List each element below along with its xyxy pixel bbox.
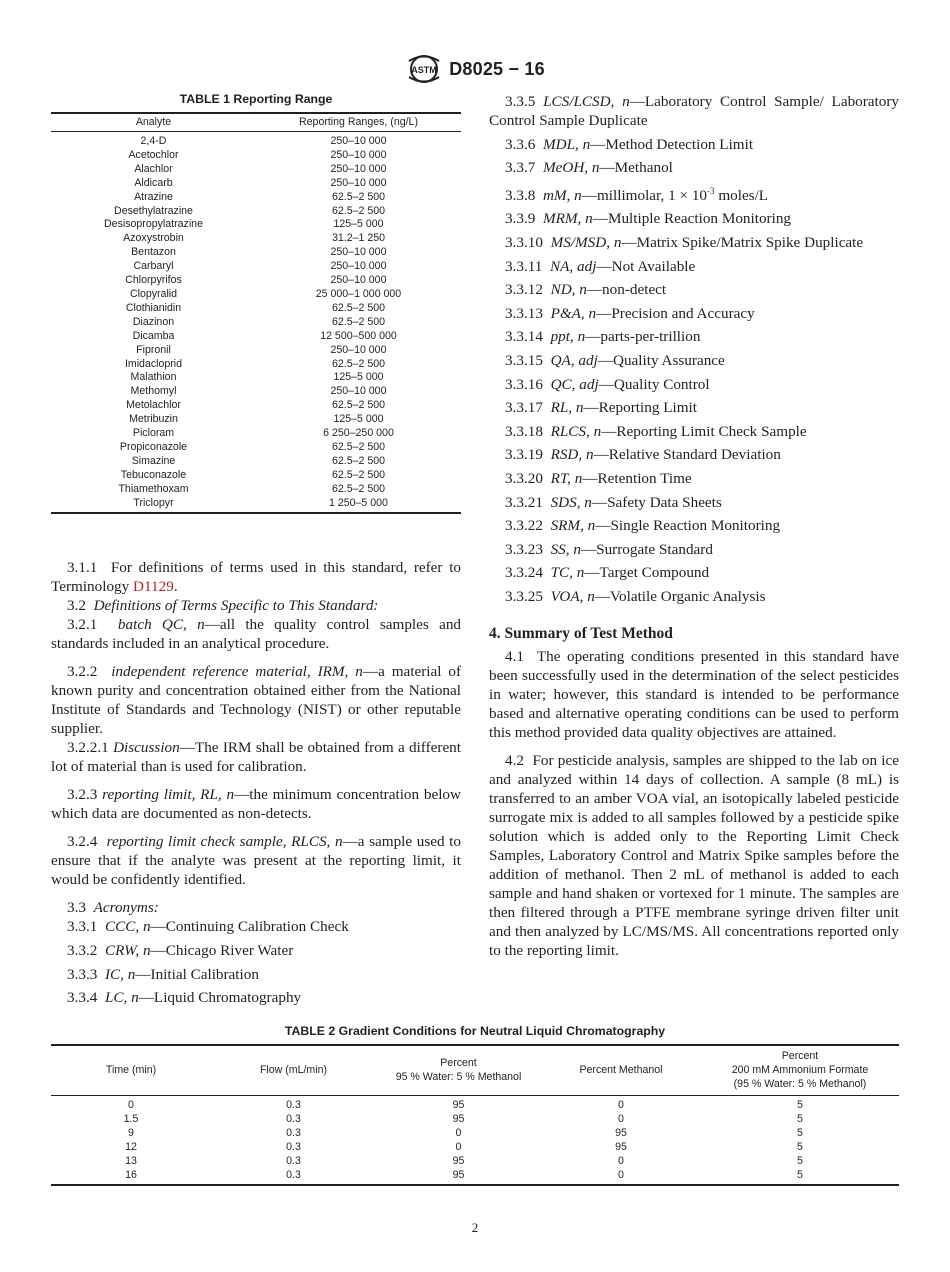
acronym-item: 3.3.23 SS, n—Surrogate Standard xyxy=(505,540,713,558)
table1-row xyxy=(51,205,461,219)
table2-cell: 95 xyxy=(452,1099,465,1111)
para-3-1-1: 3.1.1 For definitions of terms used in this standard, refer to Terminology D1129. xyxy=(51,559,462,596)
table1-row xyxy=(51,302,461,316)
table1-reporting-range xyxy=(51,112,461,514)
analyte-cell: Bentazon xyxy=(131,246,176,259)
analyte-cell: Diazinon xyxy=(132,315,175,328)
range-cell: 62.5–2 500 xyxy=(331,468,386,481)
acronym-item: 3.3.4 LC, n—Liquid Chromatography xyxy=(67,989,302,1007)
analyte-cell: Simazine xyxy=(131,454,176,467)
table1-row xyxy=(51,427,461,441)
acronym-item: 3.3.6 MDL, n—Method Detection Limit xyxy=(505,135,754,153)
range-cell: 62.5–2 500 xyxy=(331,190,386,203)
table2-title: TABLE 2 Gradient Conditions for Neutral Liquid Chromatography xyxy=(284,1024,666,1038)
table1-row xyxy=(51,149,461,163)
acronym-item: 3.3.8 mM, n—millimolar, $1 \times 10^{-3}$ moles/L xyxy=(505,185,769,204)
acronym-item: 3.3.1 CCC, n—Continuing Calibration Check xyxy=(67,918,349,936)
table2-cell: 5 xyxy=(797,1127,803,1139)
table1-row xyxy=(51,441,461,455)
table2-header-row xyxy=(51,1045,899,1096)
table1-header-analyte: Analyte xyxy=(51,113,256,132)
range-cell: 62.5–2 500 xyxy=(331,301,386,314)
acronym-item: 3.3.22 SRM, n—Single Reaction Monitoring xyxy=(505,517,781,535)
analyte-cell: 2,4-D xyxy=(140,135,167,147)
acronym-list-left xyxy=(51,917,461,1007)
range-cell: 62.5–2 500 xyxy=(331,204,386,217)
range-cell: 62.5–2 500 xyxy=(331,315,386,328)
range-cell: 62.5–2 500 xyxy=(331,357,386,370)
table1-row xyxy=(51,385,461,399)
table2-cell: 0 xyxy=(618,1169,624,1181)
document-id: D8025 − 16 xyxy=(449,58,545,79)
table1-row xyxy=(51,246,461,260)
table2-header-cell: Flow (mL/min) xyxy=(211,1045,376,1096)
table2-cell: 16 xyxy=(125,1169,137,1181)
acronym-3-3-5: 3.3.5 LCS/LCSD, n—Laboratory Control Sample/ Laboratory Control Sample Duplicate xyxy=(489,93,900,129)
analyte-cell: Acetochlor xyxy=(128,148,179,161)
section-4-heading: 4. Summary of Test Method xyxy=(489,624,673,642)
analyte-cell: Azoxystrobin xyxy=(123,232,184,245)
table2-header-cell: Time (min) xyxy=(51,1045,211,1096)
acronym-item: 3.3.15 QA, adj—Quality Assurance xyxy=(505,352,725,369)
range-cell: 250–10 000 xyxy=(330,148,387,161)
table1-row xyxy=(51,358,461,372)
table1-title: TABLE 1 Reporting Range xyxy=(179,92,333,106)
table2-cell: 0 xyxy=(128,1099,134,1111)
acronym-item: 3.3.11 NA, adj—Not Available xyxy=(505,257,696,275)
analyte-cell: Malathion xyxy=(130,371,177,384)
range-cell: 250–10 000 xyxy=(330,343,387,356)
table2-cell: 95 xyxy=(615,1141,627,1153)
table1-row xyxy=(51,260,461,274)
acronym-item: 3.3.2 CRW, n—Chicago River Water xyxy=(67,942,294,960)
table2-cell: 0 xyxy=(618,1155,624,1167)
acronym-item: 3.3.19 RSD, n—Relative Standard Deviation xyxy=(505,446,781,464)
analyte-cell: Thiamethoxam xyxy=(118,482,189,495)
table2-cell: 0 xyxy=(455,1141,462,1153)
analyte-cell: Carbaryl xyxy=(133,260,174,273)
acronym-item: 3.3.9 MRM, n—Multiple Reaction Monitoring xyxy=(505,210,792,228)
analyte-cell: Dicamba xyxy=(132,329,175,342)
table2-cell: 5 xyxy=(797,1099,803,1111)
acronym-item: 3.3.12 ND, n—non-detect xyxy=(505,281,667,299)
table2-cell: 0.3 xyxy=(286,1127,301,1139)
table2-cell: 95 xyxy=(452,1113,465,1125)
para-4-2: 4.2 For pesticide analysis, samples are shipped to the lab on ice and analyzed within 14 days of collection. A sample (8 mL) is transferred to an amber VOA vial, an isotopically labeled pesticide surrogate mix is added to all samples followed by a pesticide spike solution which is added only to the Reporting Limit Check Samples, Laboratory Control and Matrix Spike samples before the addition of methanol. Then 2 mL of methanol is added to each sample and hand shaken or vortexed for 1 minute. The samples are then filtered through a PTFE membrane syringe driven filter unit and then analyzed by LC/MS/MS. All concentrations reported only to the reporting limit. xyxy=(489,751,899,959)
table2-row xyxy=(51,1096,899,1113)
table1-row xyxy=(51,413,461,427)
table2-cell: 95 xyxy=(452,1155,465,1167)
table2-cell: 95 xyxy=(452,1169,465,1181)
table2-header-cell: Percent 95 % Water: 5 % Methanol xyxy=(376,1045,541,1096)
table2-row xyxy=(51,1140,899,1154)
analyte-cell: Imidacloprid xyxy=(124,357,183,370)
table1-row xyxy=(51,177,461,191)
range-cell: 62.5–2 500 xyxy=(331,482,386,495)
acronym-item: 3.3.17 RL, n—Reporting Limit xyxy=(505,399,697,417)
left-column xyxy=(51,92,461,1012)
table2-cell: 5 xyxy=(797,1169,803,1181)
para-3-3: 3.3 Acronyms: xyxy=(67,899,159,917)
table2-cell: 0 xyxy=(455,1127,462,1139)
table1-row xyxy=(51,274,461,288)
table2-row xyxy=(51,1126,899,1140)
range-cell: 62.5–2 500 xyxy=(331,454,386,467)
range-cell: 25 000–1 000 000 xyxy=(315,287,402,300)
table1-row xyxy=(51,344,461,358)
acronym-item: 3.3.20 RT, n—Retention Time xyxy=(505,469,692,487)
table1-row xyxy=(51,455,461,469)
range-cell: 250–10 000 xyxy=(330,176,387,189)
para-3-2-4: 3.2.4 reporting limit check sample, RLCS, n—a sample used to ensure that if the analyte was present at the reporting limit, it would be confidently identified. xyxy=(51,833,461,889)
table2-cell: 13 xyxy=(125,1155,137,1167)
acronym-item: 3.3.21 SDS, n—Safety Data Sheets xyxy=(505,493,722,511)
range-cell: 250–10 000 xyxy=(330,274,387,287)
range-cell: 125–5 000 xyxy=(333,218,384,231)
range-cell: 250–10 000 xyxy=(330,260,387,273)
analyte-cell: Chlorpyrifos xyxy=(125,274,182,287)
para-3-2-2-1: 3.2.2.1 Discussion—The IRM shall be obtained from a different lot of material than is used for calibration. xyxy=(51,739,461,776)
link-d1129[interactable]: D1129 xyxy=(133,578,174,596)
analyte-cell: Aldicarb xyxy=(134,176,173,189)
table2-row xyxy=(51,1112,899,1126)
table1-row xyxy=(51,232,461,246)
table2-cell: 0.3 xyxy=(286,1113,301,1125)
analyte-cell: Metolachlor xyxy=(126,399,181,412)
table2-cell: 12 xyxy=(125,1141,137,1153)
acronym-item: 3.3.7 MeOH, n—Methanol xyxy=(505,159,673,177)
para-4-1: 4.1 The operating conditions presented in this standard have been successfully used in the determination of the select pesticides in water; however, this standard is intended to be performance based and alternative operating conditions can be used to perform this method provided data quality objectives are attained. xyxy=(489,647,900,741)
para-3-2-2: 3.2.2 independent reference material, IRM, n—a material of known purity and concentration obtained either from the National Institute of Standards and Technology (NIST) or other reputable supplier. xyxy=(51,663,462,738)
range-cell: 62.5–2 500 xyxy=(331,399,386,412)
table1-body xyxy=(51,132,461,514)
table2-cell: 95 xyxy=(615,1127,627,1139)
range-cell: 250–10 000 xyxy=(330,246,387,259)
analyte-cell: Metribuzin xyxy=(129,413,178,426)
svg-text:ASTM: ASTM xyxy=(411,65,437,75)
analyte-cell: Clopyralid xyxy=(129,287,178,300)
table2-cell: 5 xyxy=(797,1141,803,1153)
table1-row xyxy=(51,316,461,330)
table2-cell: 1.5 xyxy=(123,1113,139,1125)
astm-logo-icon xyxy=(405,54,443,84)
table2-gradient-conditions xyxy=(51,1044,899,1186)
analyte-cell: Propiconazole xyxy=(119,440,188,453)
analyte-cell: Atrazine xyxy=(134,190,173,203)
acronym-list-right xyxy=(489,135,899,606)
range-cell: 6 250–250 000 xyxy=(323,427,394,440)
table1-row xyxy=(51,191,461,205)
analyte-cell: Triclopyr xyxy=(133,496,174,509)
analyte-cell: Tebuconazole xyxy=(120,468,187,481)
para-3-2-3: 3.2.3 reporting limit, RL, n—the minimum concentration below which data are documented as non-detects. xyxy=(51,786,461,823)
table1-row xyxy=(51,483,461,497)
table2-cell: 0.3 xyxy=(286,1099,301,1111)
table1-row xyxy=(51,132,461,149)
right-column xyxy=(489,92,899,960)
table2-cell: 0.3 xyxy=(286,1169,301,1181)
table1-row xyxy=(51,218,461,232)
range-cell: 250–10 000 xyxy=(330,385,387,398)
acronym-item: 3.3.3 IC, n—Initial Calibration xyxy=(67,965,259,983)
table2-container xyxy=(51,1024,899,1186)
analyte-cell: Alachlor xyxy=(134,162,173,175)
analyte-cell: Fipronil xyxy=(136,343,171,356)
table1-row xyxy=(51,163,461,177)
acronym-item: 3.3.18 RLCS, n—Reporting Limit Check Sample xyxy=(505,422,807,440)
table2-header-cell: Percent 200 mM Ammonium Formate (95 % Water: 5 % Methanol) xyxy=(701,1045,899,1096)
range-cell: 250–10 000 xyxy=(330,135,387,147)
table1-row xyxy=(51,497,461,514)
table1-row xyxy=(51,330,461,344)
para-3-2: 3.2 Definitions of Terms Specific to This Standard: xyxy=(67,597,379,615)
range-cell: 1 250–5 000 xyxy=(329,496,388,509)
range-cell: 12 500–500 000 xyxy=(320,329,397,342)
table2-header-cell: Percent Methanol xyxy=(541,1045,701,1096)
acronym-item: 3.3.24 TC, n—Target Compound xyxy=(505,564,710,582)
table1-row xyxy=(51,288,461,302)
acronym-item: 3.3.25 VOA, n—Volatile Organic Analysis xyxy=(505,587,766,605)
page-header xyxy=(0,54,950,84)
analyte-cell: Desethylatrazine xyxy=(114,204,193,217)
para-3-2-1: 3.2.1 batch QC, n—all the quality control samples and standards included in an analytical procedure. xyxy=(51,616,462,653)
analyte-cell: Desisopropylatrazine xyxy=(104,218,203,231)
range-cell: 125–5 000 xyxy=(333,413,384,426)
acronym-item: 3.3.16 QC, adj—Quality Control xyxy=(505,375,710,393)
acronym-item: 3.3.13 P&A, n—Precision and Accuracy xyxy=(505,304,755,322)
table1-header-range: Reporting Ranges, (ng/L) xyxy=(256,113,461,132)
page-number: 2 xyxy=(471,1220,479,1235)
table1-row xyxy=(51,469,461,483)
table2-row xyxy=(51,1168,899,1185)
table2-cell: 5 xyxy=(797,1155,803,1167)
table2-cell: 0 xyxy=(618,1099,624,1111)
table2-cell: 0.3 xyxy=(286,1155,301,1167)
analyte-cell: Clothianidin xyxy=(125,301,182,314)
acronym-item: 3.3.14 ppt, n—parts-per-trillion xyxy=(505,328,701,346)
range-cell: 250–10 000 xyxy=(330,162,387,175)
table1-row xyxy=(51,399,461,413)
table1-row xyxy=(51,371,461,385)
range-cell: 125–5 000 xyxy=(333,371,384,384)
range-cell: 62.5–2 500 xyxy=(331,440,386,453)
table2-cell: 0.3 xyxy=(286,1141,301,1153)
table2-cell: 0 xyxy=(618,1113,624,1125)
analyte-cell: Methomyl xyxy=(130,385,177,398)
range-cell: 31.2–1 250 xyxy=(331,232,386,245)
acronym-item: 3.3.10 MS/MSD, n—Matrix Spike/Matrix Spike Duplicate xyxy=(505,234,864,252)
analyte-cell: Picloram xyxy=(132,427,175,440)
table2-cell: 5 xyxy=(797,1113,803,1125)
table2-row xyxy=(51,1154,899,1168)
table2-cell: 9 xyxy=(128,1127,134,1139)
table2-body xyxy=(51,1096,899,1186)
